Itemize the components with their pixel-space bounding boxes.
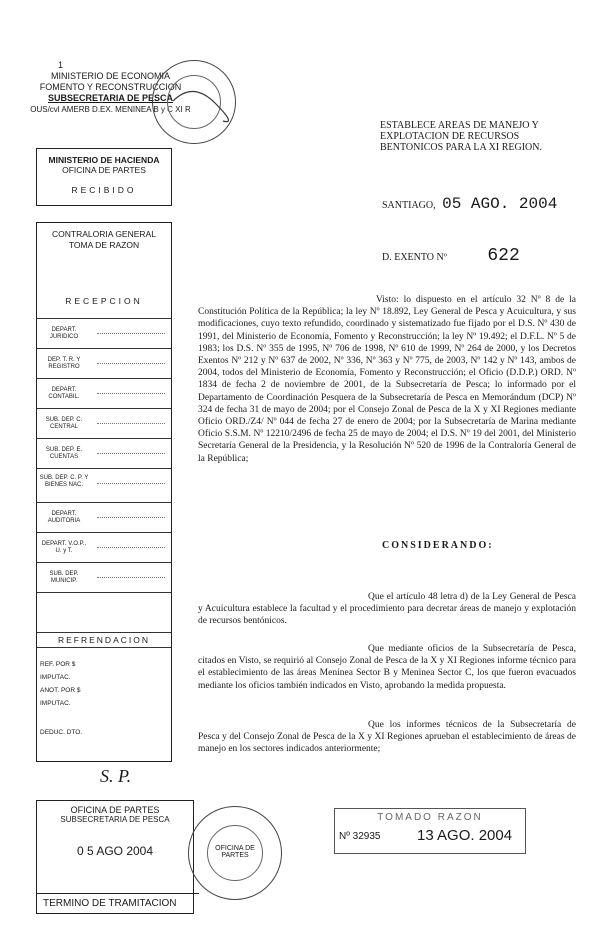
juridica-seal [152, 60, 236, 144]
toma-razon-date: 13 AGO. 2004 [417, 827, 513, 844]
reception-row [37, 438, 171, 469]
considerando-paragraph-1: Que el artículo 48 letra d) de la Ley General de Pesca y Acuicultura establece la facultad y el procedimiento para decretar áreas de manejo y explotación de recursos bentónicos. [198, 592, 576, 627]
decree-title-line1: ESTABLECE AREAS DE MANEJO Y [380, 120, 539, 131]
reception-row [37, 318, 171, 349]
reception-row-label: DEPART. CONTABIL. [48, 387, 80, 400]
contraloria-title [37, 229, 171, 251]
decree-number-line [382, 246, 520, 266]
letterhead-reference: OUS/cvl AMERB D.EX. MENINEA B y C XI R [30, 105, 191, 114]
contraloria-title-1: CONTRALORIA GENERAL [52, 229, 156, 239]
ref-row: ANOT. POR $ [40, 687, 81, 694]
visto-paragraph: Visto: lo dispuesto en el artículo 32 Nº 8 de la Constitución Política de la República; la ley Nº 18.892, Ley General de Pesca y Acuicultura, y sus modificaciones, cuyo texto refundido, coordinado y sistematizado fue fijado por el D.S. Nº 430 de 1991, del Ministerio de Economía, Fomento y Reconstrucción; la ley Nº 19.492; el D.F.L. Nº 5 de 1983; los D.S. Nº 355 de 1995, Nº 706 de 1998, Nº 610 de 1999, Nº 264 de 2000, y los Decretos Exentos Nº 212 y Nº 637 de 2002, Nº 336, Nº 363 y Nº 775, de 2003, Nº 142 y Nº 143, ambos de 2004, todos del Ministerio de Economía, Fomento y Reconstrucción; el Oficio (D.D.P.) ORD. Nº 1834 de fecha 2 de noviembre de 2001, de la Subsecretaría de Pesca; lo informado por el Departamento de Coordinación Pesquera de la Subsecretaría de Pesca en Memorándum (DCP) Nº 324 de fecha 31 de mayo de 2004; por el Consejo Zonal de Pesca de la X y XI Regiones mediante Oficio ORD./Z4/ Nº 044 de fecha 27 de enero de 2004; por la Subsecretaría de Marina mediante Oficio S.S.M. Nº 12210/2496 de fecha 25 de mayo de 2004; el D.S. Nº 19 del 2001, del Ministerio Secretaría General de la Presidencia, y la Resolución Nº 520 de 1996 de la Contraloría General de la República; [198, 295, 576, 464]
contraloria-stamp [36, 222, 172, 762]
letterhead-ministry: MINISTERIO DE ECONOMIA [50, 71, 170, 81]
reception-row [37, 502, 171, 533]
ref-row: DEDUC. DTO. [40, 729, 83, 736]
reception-row [37, 562, 171, 593]
ref-row: REF. POR $ [40, 661, 76, 668]
reception-row [37, 532, 171, 563]
ref-row: IMPUTAC. [40, 700, 71, 707]
oficina-partes-stamp [36, 800, 194, 914]
oficina-seal-text: OFICINA DE PARTES [215, 845, 255, 859]
toma-razon-line1: TOMADO RAZON [377, 812, 483, 823]
reception-row [37, 468, 171, 503]
toma-razon-number: Nº 32935 [339, 831, 381, 842]
reception-row-label: SUB. DEP. E. CUENTAS [45, 447, 83, 460]
oficina-date: 0 5 AGO 2004 [76, 844, 154, 858]
contraloria-title-2: TOMA DE RAZON [68, 240, 140, 250]
letterhead-subsecretaria: SUBSECRETARIA DE PESCA [47, 93, 173, 103]
hacienda-stamp [36, 148, 172, 206]
hacienda-recibido: RECIBIDO [71, 185, 137, 195]
reception-row [37, 348, 171, 379]
hacienda-office: OFICINA DE PARTES [62, 165, 146, 175]
reception-row [37, 408, 171, 439]
letterhead-ministry-2: FOMENTO Y RECONSTRUCCION [39, 82, 182, 92]
considerando-paragraph-3: Que los informes técnicos de la Subsecretaría de Pesca y del Consejo Zonal de Pesca de la X y XI Regiones aprueban el establecimiento de áreas de manejo en los sectores indicados anteriormente; [198, 720, 576, 755]
letterhead-page-mark: 1 [58, 60, 64, 70]
oficina-seal [188, 806, 282, 900]
reception-row-label: SUB. DEP. C. P. Y BIENES NAC. [39, 475, 89, 488]
reception-row-label: DEPART. AUDITORIA [47, 511, 81, 524]
place-label: SANTIAGO, [382, 200, 436, 211]
date-handwritten: 05 AGO. 2004 [442, 195, 558, 213]
decree-title [380, 120, 575, 153]
considerando-heading: CONSIDERANDO: [382, 540, 494, 551]
toma-razon-stamp [334, 808, 526, 854]
decree-title-line3: BENTONICOS PARA LA XI REGION. [380, 142, 542, 153]
decree-label: D. EXENTO Nº [382, 252, 447, 263]
refrendacion-label: REFRENDACION [37, 632, 171, 648]
oficina-footer: TERMINO DE TRAMITACION [37, 893, 199, 913]
reception-row-label: SUB. DEP. C. CENTRAL [45, 417, 83, 430]
place-date [382, 195, 557, 213]
reception-row-label: DEP. T. R. Y REGISTRO [47, 357, 81, 370]
ref-row: IMPUTAC. [40, 674, 71, 681]
oficina-line1: OFICINA DE PARTES [70, 805, 160, 815]
reception-row [37, 378, 171, 409]
decree-number: 622 [487, 246, 520, 266]
hacienda-title: MINISTERIO DE HACIENDA [48, 155, 160, 165]
refrendacion-rows [40, 658, 168, 739]
handwritten-initials: S. P. [100, 766, 132, 786]
reception-row-label: DEPART. V.O.P., U. y T. [41, 541, 87, 554]
reception-row-label: DEPART. JURIDICO [49, 327, 79, 340]
reception-row-label: SUB. DEP. MUNICIP. [49, 571, 79, 584]
oficina-line2: SUBSECRETARIA DE PESCA [60, 815, 170, 824]
reception-row [37, 592, 171, 633]
decree-title-line2: EXPLOTACION DE RECURSOS [380, 131, 520, 142]
considerando-paragraph-2: Que mediante oficios de la Subsecretaría de Pesca, citados en Visto, se requirió al Consejo Zonal de Pesca de la X y XI Regiones informe técnico para el establecimiento de las áreas Meninea Sector B y Meninea Sector C, los que fueron evacuados mediante los oficios también indicados en Visto, aprobando la medida propuesta. [198, 644, 576, 691]
reception-label: RECEPCION [65, 296, 143, 306]
